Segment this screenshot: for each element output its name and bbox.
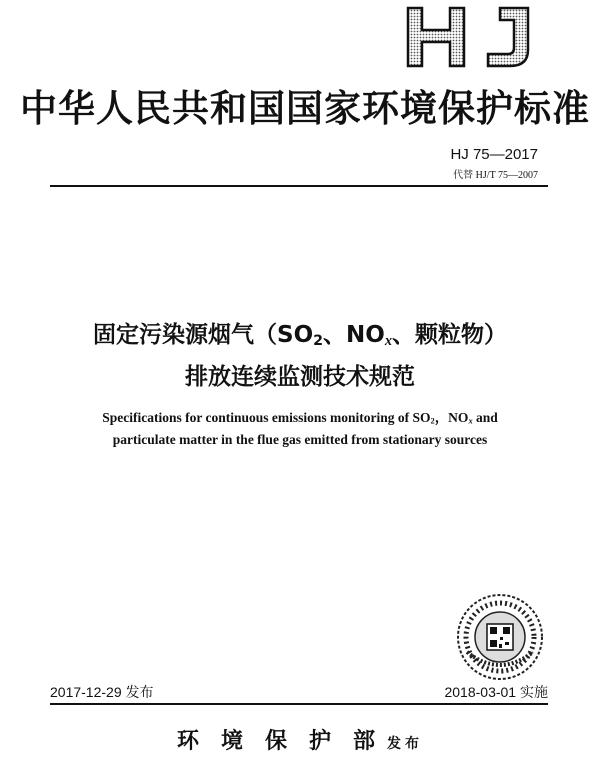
issuer-name: 环境保护部	[176, 728, 397, 754]
footer-divider	[50, 703, 548, 705]
replaces-standard: 代替 HJ/T 75—2007	[453, 170, 538, 181]
implementation-date: 2018-03-01 实施	[444, 684, 548, 700]
title-en-line2: particulate matter in the flue gas emitted from stationary sources	[112, 432, 488, 447]
seal-emblem	[455, 592, 545, 682]
title-en-line1: Specifications for continuous emissions monitoring of $SO_2$，$NO_x$ and	[102, 410, 498, 426]
issue-date: 2017-12-29 发布	[50, 684, 154, 700]
issuer	[0, 724, 600, 755]
national-standard-title: 中华人民共和国国家环境保护标准	[20, 87, 590, 130]
hj-logo	[404, 6, 534, 68]
header-divider	[50, 185, 548, 187]
standard-number: HJ 75—2017	[450, 146, 538, 163]
issuer-suffix: 发布	[387, 736, 423, 752]
title-cn-line2: 排放连续监测技术规范	[185, 364, 415, 390]
title-cn-line1: 固定污染源烟气（SO2、NOx、颗粒物）	[93, 322, 507, 349]
